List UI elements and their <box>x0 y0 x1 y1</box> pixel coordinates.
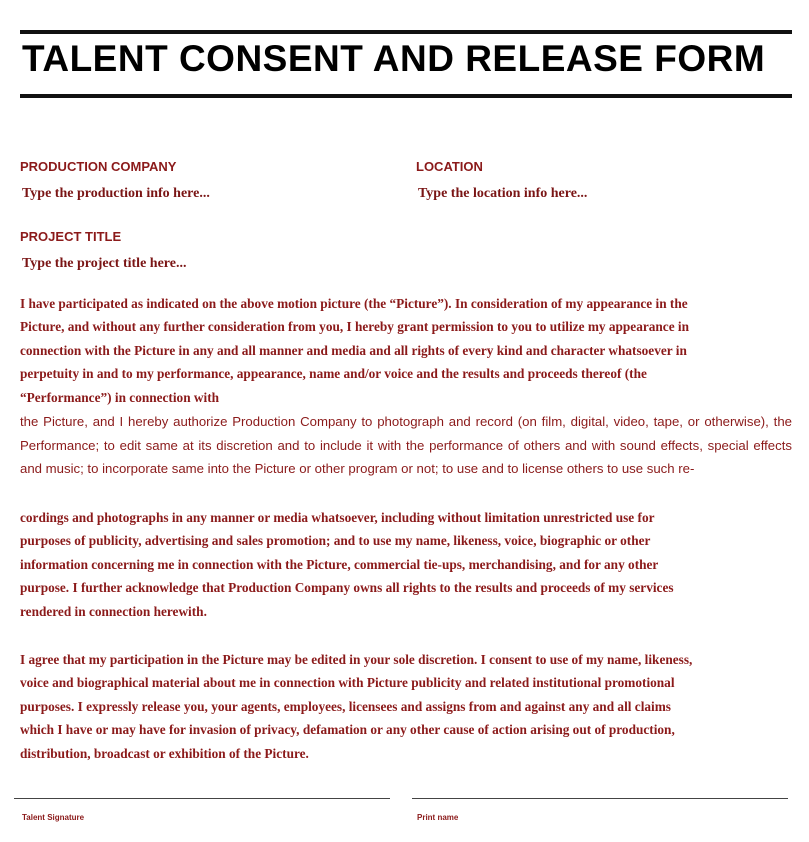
paragraph-line: distribution, broadcast or exhibition of the Picture. <box>20 745 309 761</box>
consent-paragraph-3 <box>20 506 790 623</box>
talent-signature-label: Talent Signature <box>22 813 85 822</box>
consent-paragraph-4 <box>20 648 790 765</box>
paragraph-line: which I have or may have for invasion of privacy, defamation or any other cause of action arising out of production, <box>20 722 675 738</box>
paragraph-line: “Performance”) in connection with <box>20 389 220 405</box>
paragraph-line: perpetuity in and to my performance, appearance, name and/or voice and the results and proceeds thereof (the <box>20 366 647 382</box>
paragraph-line: information concerning me in connection with the Picture, commercial tie-ups, merchandising, and for any other <box>20 556 659 572</box>
form-title: TALENT CONSENT AND RELEASE FORM <box>22 38 766 79</box>
consent-paragraph-1 <box>20 292 790 409</box>
print-name-line[interactable] <box>412 798 788 799</box>
production-company-field[interactable]: Type the production info here... <box>22 186 210 201</box>
paragraph-line: purpose. I further acknowledge that Production Company owns all rights to the results and proceeds of my services <box>20 580 674 596</box>
location-label: LOCATION <box>416 159 483 174</box>
title-top-rule <box>20 30 792 34</box>
print-name-label: Print name <box>417 813 459 822</box>
paragraph-line: rendered in connection herewith. <box>20 603 207 619</box>
paragraph-line: purposes of publicity, advertising and sales promotion; and to use my name, likeness, voice, biographic or other <box>20 533 651 549</box>
paragraph-line: connection with the Picture in any and all manner and media and all rights of every kind and character whatsoever in <box>20 342 687 358</box>
title-bottom-rule <box>20 94 792 98</box>
project-title-label: PROJECT TITLE <box>20 229 122 244</box>
paragraph-line: voice and biographical material about me in connection with Picture publicity and related institutional promotional <box>20 675 675 691</box>
paragraph-line: I agree that my participation in the Picture may be edited in your sole discretion. I consent to use of my name, likeness, <box>20 652 693 667</box>
paragraph-line: I have participated as indicated on the above motion picture (the “Picture”). In consideration of my appearance in the <box>20 296 688 311</box>
paragraph-line: purposes. I expressly release you, your agents, employees, licensees and assigns from and against any and all claims <box>20 698 671 714</box>
location-field[interactable]: Type the location info here... <box>418 186 588 201</box>
paragraph-line: Picture, and without any further consideration from you, I hereby grant permission to you to utilize my appearance in <box>20 319 690 335</box>
talent-signature-line[interactable] <box>14 798 390 799</box>
production-company-label: PRODUCTION COMPANY <box>20 159 177 174</box>
paragraph-line: cordings and photographs in any manner or media whatsoever, including without limitation unrestricted use for <box>20 510 655 525</box>
consent-paragraph-2: the Picture, and I hereby authorize Production Company to photograph and record (on film, digital, video, tape, or otherwise), the Performance; to edit same at its discretion and to include it with the performance of others and with sound effects, special effects and music; to incorporate same into the Picture or other program or not; to use and to license others to use such re- <box>20 414 792 476</box>
project-title-field[interactable]: Type the project title here... <box>22 256 187 271</box>
